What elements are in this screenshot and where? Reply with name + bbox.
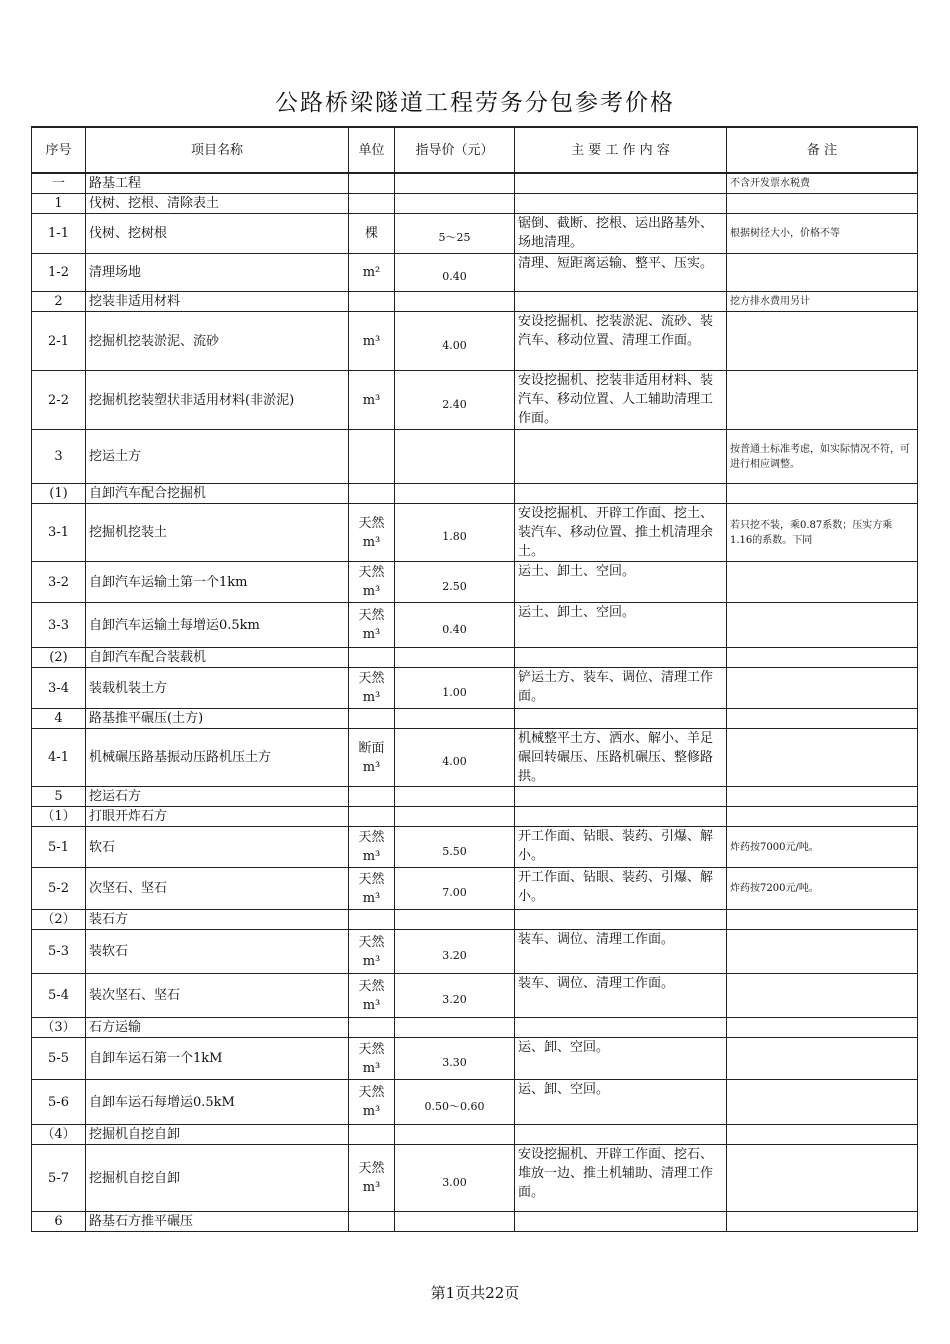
table-row — [32, 312, 918, 371]
table-row — [32, 648, 918, 668]
row-number: 2-2 — [32, 371, 86, 430]
work-content — [515, 1212, 727, 1232]
price-cell — [395, 194, 515, 214]
price-cell — [395, 430, 515, 484]
note-cell — [727, 1018, 918, 1038]
table-row — [32, 787, 918, 807]
unit-cell — [349, 173, 395, 194]
item-name: 挖装非适用材料 — [86, 292, 349, 312]
price-cell — [395, 709, 515, 729]
row-number: 2-1 — [32, 312, 86, 371]
unit-cell — [349, 484, 395, 504]
unit-cell: m³ — [349, 312, 395, 371]
price-cell — [395, 173, 515, 194]
work-content: 开工作面、钻眼、装药、引爆、解小。 — [515, 868, 727, 910]
row-number: （1） — [32, 807, 86, 827]
note-cell — [727, 254, 918, 292]
price-cell: 1.80 — [395, 504, 515, 562]
work-content: 安设挖掘机、开辟工作面、挖土、装汽车、移动位置、推土机清理余土。 — [515, 504, 727, 562]
note-cell: 炸药按7200元/吨。 — [727, 868, 918, 910]
price-cell: 7.00 — [395, 868, 515, 910]
work-content — [515, 173, 727, 194]
row-number: 3-4 — [32, 668, 86, 709]
table-row — [32, 603, 918, 648]
note-cell — [727, 312, 918, 371]
table-row — [32, 214, 918, 254]
note-cell — [727, 484, 918, 504]
table-row — [32, 292, 918, 312]
unit-cell — [349, 709, 395, 729]
row-number: （2） — [32, 910, 86, 930]
item-name: 软石 — [86, 827, 349, 868]
unit-cell: 天然m³ — [349, 1080, 395, 1125]
work-content: 装车、调位、清理工作面。 — [515, 974, 727, 1018]
item-name: 自卸车运石第一个1kM — [86, 1038, 349, 1080]
price-cell: 3.30 — [395, 1038, 515, 1080]
table-row — [32, 827, 918, 868]
unit-cell — [349, 194, 395, 214]
table-row — [32, 930, 918, 974]
table-row — [32, 1038, 918, 1080]
price-cell: 0.40 — [395, 603, 515, 648]
item-name: 路基工程 — [86, 173, 349, 194]
work-content: 安设挖掘机、开辟工作面、挖石、堆放一边、推土机辅助、清理工作面。 — [515, 1145, 727, 1212]
work-content — [515, 430, 727, 484]
note-cell — [727, 648, 918, 668]
unit-cell — [349, 1018, 395, 1038]
unit-cell — [349, 807, 395, 827]
work-content: 清理、短距离运输、整平、压实。 — [515, 254, 727, 292]
unit-cell: 天然m³ — [349, 668, 395, 709]
note-cell — [727, 603, 918, 648]
row-number: 3-1 — [32, 504, 86, 562]
work-content: 安设挖掘机、挖装淤泥、流砂、装汽车、移动位置、清理工作面。 — [515, 312, 727, 371]
row-number: 5-5 — [32, 1038, 86, 1080]
item-name: 石方运输 — [86, 1018, 349, 1038]
row-number: 4 — [32, 709, 86, 729]
row-number: 5-7 — [32, 1145, 86, 1212]
item-name: 挖运土方 — [86, 430, 349, 484]
note-cell — [727, 1038, 918, 1080]
unit-cell: 天然m³ — [349, 1145, 395, 1212]
work-content: 开工作面、钻眼、装药、引爆、解小。 — [515, 827, 727, 868]
header-price: 指导价（元） — [395, 127, 515, 173]
row-number: 3-3 — [32, 603, 86, 648]
table-row — [32, 430, 918, 484]
table-row — [32, 371, 918, 430]
header-row — [32, 127, 918, 173]
item-name: 清理场地 — [86, 254, 349, 292]
unit-cell: 天然m³ — [349, 974, 395, 1018]
table-row — [32, 194, 918, 214]
work-content — [515, 709, 727, 729]
note-cell — [727, 1125, 918, 1145]
work-content: 铲运土方、装车、调位、清理工作面。 — [515, 668, 727, 709]
note-cell: 按普通土标准考虑，如实际情况不符，可进行相应调整。 — [727, 430, 918, 484]
unit-cell: 天然m³ — [349, 1038, 395, 1080]
note-cell — [727, 787, 918, 807]
item-name: 自卸车运石每增运0.5kM — [86, 1080, 349, 1125]
note-cell — [727, 371, 918, 430]
header-work: 主 要 工 作 内 容 — [515, 127, 727, 173]
item-name: 挖掘机自挖自卸 — [86, 1145, 349, 1212]
unit-cell: 天然m³ — [349, 930, 395, 974]
note-cell — [727, 974, 918, 1018]
row-number: （3） — [32, 1018, 86, 1038]
price-cell — [395, 1125, 515, 1145]
note-cell — [727, 562, 918, 603]
table-row — [32, 1018, 918, 1038]
item-name: 伐树、挖根、清除表土 — [86, 194, 349, 214]
price-cell: 5～25 — [395, 214, 515, 254]
note-cell — [727, 1080, 918, 1125]
row-number: 1 — [32, 194, 86, 214]
unit-cell: 天然m³ — [349, 868, 395, 910]
item-name: 装载机装土方 — [86, 668, 349, 709]
row-number: 2 — [32, 292, 86, 312]
row-number: 5-3 — [32, 930, 86, 974]
item-name: 自卸汽车运输土每增运0.5km — [86, 603, 349, 648]
table-row — [32, 504, 918, 562]
work-content: 运土、卸土、空回。 — [515, 562, 727, 603]
item-name: 挖掘机挖装淤泥、流砂 — [86, 312, 349, 371]
work-content: 安设挖掘机、挖装非适用材料、装汽车、移动位置、人工辅助清理工作面。 — [515, 371, 727, 430]
item-name: 自卸汽车配合装载机 — [86, 648, 349, 668]
work-content — [515, 1018, 727, 1038]
price-cell: 5.50 — [395, 827, 515, 868]
table-row — [32, 709, 918, 729]
header-unit: 单位 — [349, 127, 395, 173]
note-cell — [727, 910, 918, 930]
unit-cell — [349, 292, 395, 312]
note-cell — [727, 668, 918, 709]
price-cell: 0.40 — [395, 254, 515, 292]
unit-cell: 棵 — [349, 214, 395, 254]
table-row — [32, 1125, 918, 1145]
work-content: 机械整平土方、洒水、解小、羊足碾回转碾压、压路机碾压、整修路拱。 — [515, 729, 727, 787]
work-content — [515, 484, 727, 504]
note-cell — [727, 194, 918, 214]
price-cell: 4.00 — [395, 312, 515, 371]
work-content: 锯倒、截断、挖根、运出路基外、场地清理。 — [515, 214, 727, 254]
row-number: 5-6 — [32, 1080, 86, 1125]
item-name: 机械碾压路基振动压路机压土方 — [86, 729, 349, 787]
note-cell: 挖方排水费用另计 — [727, 292, 918, 312]
row-number: 1-1 — [32, 214, 86, 254]
work-content: 运、卸、空回。 — [515, 1038, 727, 1080]
unit-cell: m³ — [349, 371, 395, 430]
price-cell: 4.00 — [395, 729, 515, 787]
unit-cell — [349, 787, 395, 807]
table-row — [32, 484, 918, 504]
price-cell — [395, 910, 515, 930]
row-number: 5-1 — [32, 827, 86, 868]
note-cell: 炸药按7000元/吨。 — [727, 827, 918, 868]
row-number: (2) — [32, 648, 86, 668]
price-cell — [395, 1212, 515, 1232]
unit-cell: 天然m³ — [349, 603, 395, 648]
row-number: 6 — [32, 1212, 86, 1232]
item-name: 打眼开炸石方 — [86, 807, 349, 827]
table-row — [32, 1145, 918, 1212]
table-row — [32, 562, 918, 603]
table-row — [32, 1080, 918, 1125]
item-name: 挖运石方 — [86, 787, 349, 807]
item-name: 伐树、挖树根 — [86, 214, 349, 254]
unit-cell: 天然m³ — [349, 504, 395, 562]
price-cell: 3.00 — [395, 1145, 515, 1212]
price-cell — [395, 484, 515, 504]
price-cell: 3.20 — [395, 974, 515, 1018]
table-row — [32, 254, 918, 292]
table-row — [32, 868, 918, 910]
unit-cell — [349, 1125, 395, 1145]
item-name: 路基推平碾压(土方) — [86, 709, 349, 729]
row-number: 3 — [32, 430, 86, 484]
work-content — [515, 807, 727, 827]
work-content — [515, 910, 727, 930]
price-cell: 2.50 — [395, 562, 515, 603]
note-cell: 根据树径大小，价格不等 — [727, 214, 918, 254]
row-number: 3-2 — [32, 562, 86, 603]
header-note: 备 注 — [727, 127, 918, 173]
price-cell — [395, 1018, 515, 1038]
item-name: 自卸汽车配合挖掘机 — [86, 484, 349, 504]
price-cell — [395, 807, 515, 827]
row-number: (1) — [32, 484, 86, 504]
note-cell — [727, 1212, 918, 1232]
row-number: 5-2 — [32, 868, 86, 910]
price-table — [31, 126, 918, 1232]
note-cell: 若只挖不装，乘0.87系数；压实方乘1.16的系数。下同 — [727, 504, 918, 562]
item-name: 挖掘机挖装土 — [86, 504, 349, 562]
note-cell — [727, 807, 918, 827]
work-content: 运土、卸土、空回。 — [515, 603, 727, 648]
table-row — [32, 807, 918, 827]
item-name: 挖掘机自挖自卸 — [86, 1125, 349, 1145]
item-name: 次坚石、坚石 — [86, 868, 349, 910]
row-number: 1-2 — [32, 254, 86, 292]
table-row — [32, 668, 918, 709]
price-cell — [395, 648, 515, 668]
unit-cell: 断面m³ — [349, 729, 395, 787]
work-content — [515, 292, 727, 312]
unit-cell — [349, 648, 395, 668]
table-row — [32, 173, 918, 194]
unit-cell: 天然m³ — [349, 827, 395, 868]
row-number: 4-1 — [32, 729, 86, 787]
item-name: 自卸汽车运输土第一个1km — [86, 562, 349, 603]
note-cell: 不含开发票水税费 — [727, 173, 918, 194]
work-content — [515, 1125, 727, 1145]
row-number: 一 — [32, 173, 86, 194]
header-no: 序号 — [32, 127, 86, 173]
table-row — [32, 910, 918, 930]
item-name: 装软石 — [86, 930, 349, 974]
table-row — [32, 729, 918, 787]
note-cell — [727, 1145, 918, 1212]
unit-cell: m² — [349, 254, 395, 292]
price-cell — [395, 787, 515, 807]
unit-cell — [349, 910, 395, 930]
work-content — [515, 648, 727, 668]
page-footer: 第1页共22页 — [430, 1284, 520, 1302]
work-content — [515, 787, 727, 807]
unit-cell: 天然m³ — [349, 562, 395, 603]
price-cell: 0.50～0.60 — [395, 1080, 515, 1125]
work-content — [515, 194, 727, 214]
table-row — [32, 1212, 918, 1232]
price-cell: 3.20 — [395, 930, 515, 974]
row-number: 5 — [32, 787, 86, 807]
row-number: 5-4 — [32, 974, 86, 1018]
unit-cell — [349, 1212, 395, 1232]
row-number: （4） — [32, 1125, 86, 1145]
price-cell: 2.40 — [395, 371, 515, 430]
price-cell — [395, 292, 515, 312]
unit-cell — [349, 430, 395, 484]
note-cell — [727, 930, 918, 974]
page-title: 公路桥梁隧道工程劳务分包参考价格 — [275, 90, 675, 116]
work-content: 运、卸、空回。 — [515, 1080, 727, 1125]
header-name: 项目名称 — [86, 127, 349, 173]
item-name: 装次坚石、坚石 — [86, 974, 349, 1018]
work-content: 装车、调位、清理工作面。 — [515, 930, 727, 974]
price-cell: 1.00 — [395, 668, 515, 709]
note-cell — [727, 729, 918, 787]
table-row — [32, 974, 918, 1018]
item-name: 装石方 — [86, 910, 349, 930]
item-name: 挖掘机挖装塑状非适用材料(非淤泥) — [86, 371, 349, 430]
item-name: 路基石方推平碾压 — [86, 1212, 349, 1232]
note-cell — [727, 709, 918, 729]
